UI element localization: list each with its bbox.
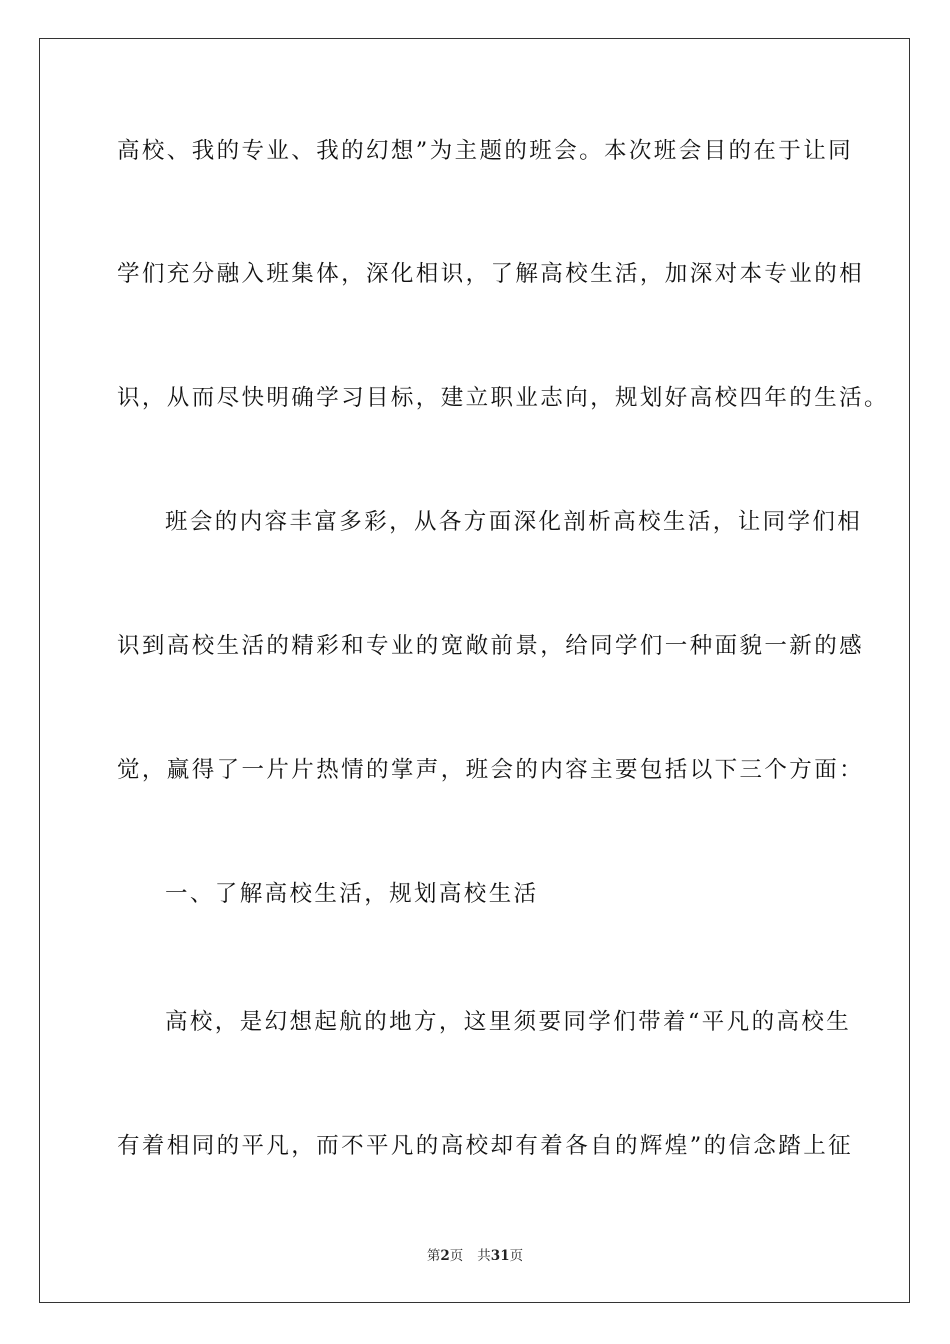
page-footer xyxy=(0,1247,950,1265)
body-line: 高校、我的专业、我的幻想”为主题的班会。本次班会目的在于让同 xyxy=(117,138,854,164)
body-line: 觉，赢得了一片片热情的掌声，班会的内容主要包括以下三个方面： xyxy=(117,757,865,783)
paragraph-first-line: 班会的内容丰富多彩，从各方面深化剖析高校生活，让同学们相 xyxy=(165,509,863,535)
page-number: 2 xyxy=(440,1248,450,1264)
paragraph-first-line: 高校，是幻想起航的地方，这里须要同学们带着“平凡的高校生 xyxy=(165,1009,852,1035)
total-pages: 31 xyxy=(490,1248,510,1264)
page-suffix: 页 xyxy=(449,1248,464,1264)
body-line: 有着相同的平凡，而不平凡的高校却有着各自的辉煌”的信念踏上征 xyxy=(117,1133,854,1159)
section-heading: 一、了解高校生活，规划高校生活 xyxy=(165,881,539,907)
total-prefix: 共 xyxy=(477,1248,491,1264)
page-prefix: 第 xyxy=(426,1248,441,1264)
total-suffix: 页 xyxy=(509,1248,524,1264)
body-line: 识到高校生活的精彩和专业的宽敞前景，给同学们一种面貌一新的感 xyxy=(117,633,865,659)
page-border xyxy=(39,38,910,1303)
body-line: 学们充分融入班集体，深化相识，了解高校生活，加深对本专业的相 xyxy=(117,261,865,287)
body-line: 识，从而尽快明确学习目标，建立职业志向，规划好高校四年的生活。 xyxy=(117,385,889,411)
